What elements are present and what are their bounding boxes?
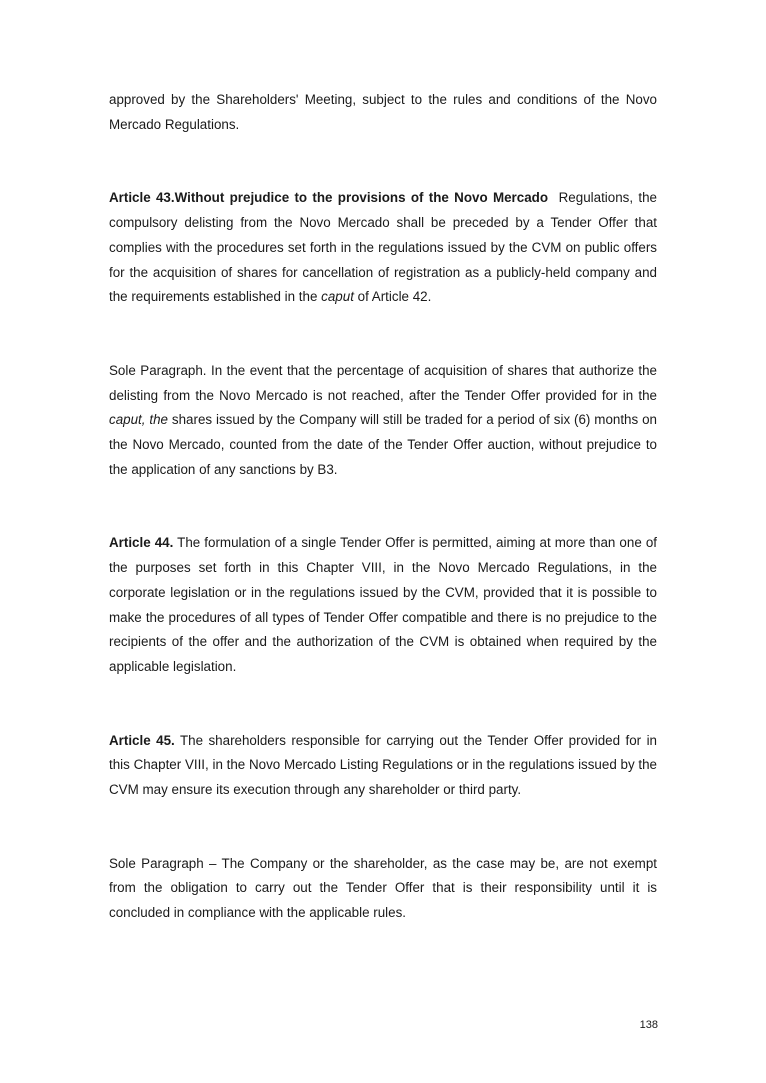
article-45	[109, 729, 657, 803]
sole-paragraph-1-text-b: shares issued by the Company will still be traded for a period of six (6) months on the Novo Mercado, counted from the date of the Tender Offer auction, without prejudice to the application of any sanctions by B3.	[109, 412, 657, 477]
document-body	[109, 88, 661, 926]
paragraph-continuation	[109, 88, 657, 137]
article-43-italic: caput	[321, 289, 354, 305]
sole-paragraph-1	[109, 359, 657, 483]
page-number: 138	[639, 1019, 658, 1031]
sole-paragraph-1-italic: caput, the	[109, 412, 168, 428]
sole-paragraph-1-text-a: Sole Paragraph. In the event that the percentage of acquisition of shares that authorize the delisting from the Novo Mercado is not reached, after the Tender Offer provided for in the	[109, 362, 657, 403]
article-43-text-a: Regulations, the compulsory delisting from the Novo Mercado shall be preceded by a Tender Offer that complies with the procedures set forth in the regulations issued by the CVM on public offers for the acquisition of shares for cancellation of registration as a publicly-held company and the requirements established in the	[109, 190, 661, 305]
article-43	[109, 186, 661, 310]
paragraph-text: approved by the Shareholders' Meeting, subject to the rules and conditions of the Novo Mercado Regulations.	[109, 92, 657, 132]
article-44	[109, 531, 657, 679]
article-43-text-b: of Article 42.	[353, 289, 432, 305]
article-43-heading: Article 43.	[109, 190, 175, 206]
article-45-text: The shareholders responsible for carrying out the Tender Offer provided for in this Chapter VIII, in the Novo Mercado Listing Regulations or in the regulations issued by the CVM may ensure its execution through any shareholder or third party.	[109, 732, 657, 798]
article-44-text: The formulation of a single Tender Offer is permitted, aiming at more than one of the purposes set forth in this Chapter VIII, in the Novo Mercado Regulations, in the corporate legislation or in the regulations issued by the CVM, provided that it is possible to make the procedures of all types of Tender Offer compatible and there is no prejudice to the recipients of the offer and the authorization of the CVM is obtained when required by the applicable legislation.	[109, 535, 658, 674]
sole-paragraph-2	[109, 852, 657, 926]
article-43-bold-lead: Without prejudice to the provisions of the Novo Mercado	[174, 190, 549, 206]
sole-paragraph-2-text: Sole Paragraph – The Company or the shareholder, as the case may be, are not exempt from the obligation to carry out the Tender Offer that is their responsibility until it is concluded in compliance with the applicable rules.	[109, 855, 657, 921]
article-44-heading: Article 44.	[109, 535, 174, 551]
article-45-heading: Article 45.	[109, 732, 175, 748]
